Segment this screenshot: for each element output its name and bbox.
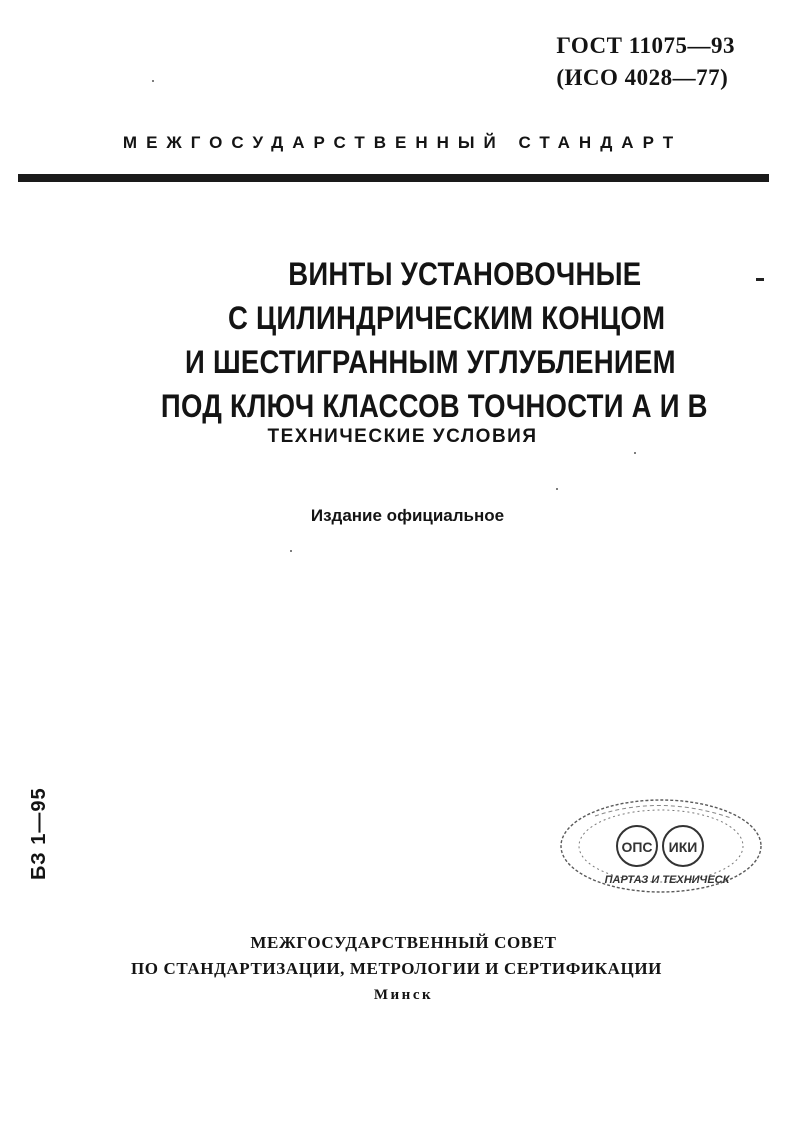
side-code: БЗ 1—95 [28,787,50,880]
document-subtitle: ТЕХНИЧЕСКИЕ УСЛОВИЯ [267,426,538,447]
stamp-left-text: ОПС [621,839,653,855]
title-line-3: И ШЕСТИГРАННЫМ УГЛУБЛЕНИЕМ [185,344,676,380]
standard-designation [556,30,735,94]
stamp-graphic [555,786,767,904]
title-line-1: ВИНТЫ УСТАНОВОЧНЫЕ [288,256,642,292]
header-divider [18,174,769,182]
title-line-4: ПОД КЛЮЧ КЛАССОВ ТОЧНОСТИ А И В [160,388,708,424]
margin-mark [756,278,764,281]
publisher-city: Минск [373,987,434,1003]
stamp-bottom-text: ПАРТАЗ И ТЕХНИЧЕСК [604,874,730,886]
publisher-block [0,930,793,1008]
gost-number: ГОСТ 11075—93 [556,33,735,58]
edition-label: Издание официальное [310,506,505,525]
publisher-line-2: ПО СТАНДАРТИЗАЦИИ, МЕТРОЛОГИИ И СЕРТИФИКАЦИИ [130,959,663,978]
iso-number: (ИСО 4028—77) [556,65,729,90]
publisher-line-1: МЕЖГОСУДАРСТВЕННЫЙ СОВЕТ [250,933,557,952]
paper-speck [634,452,636,454]
stamp-right-text: ИКИ [668,839,698,855]
title-line-2: С ЦИЛИНДРИЧЕСКИМ КОНЦОМ [228,300,666,336]
paper-speck [152,80,154,82]
document-title [56,252,738,428]
standard-type-heading: МЕЖГОСУДАРСТВЕННЫЙ СТАНДАРТ [122,133,683,152]
paper-speck [556,488,558,490]
paper-speck [290,550,292,552]
certification-stamp [555,786,767,904]
